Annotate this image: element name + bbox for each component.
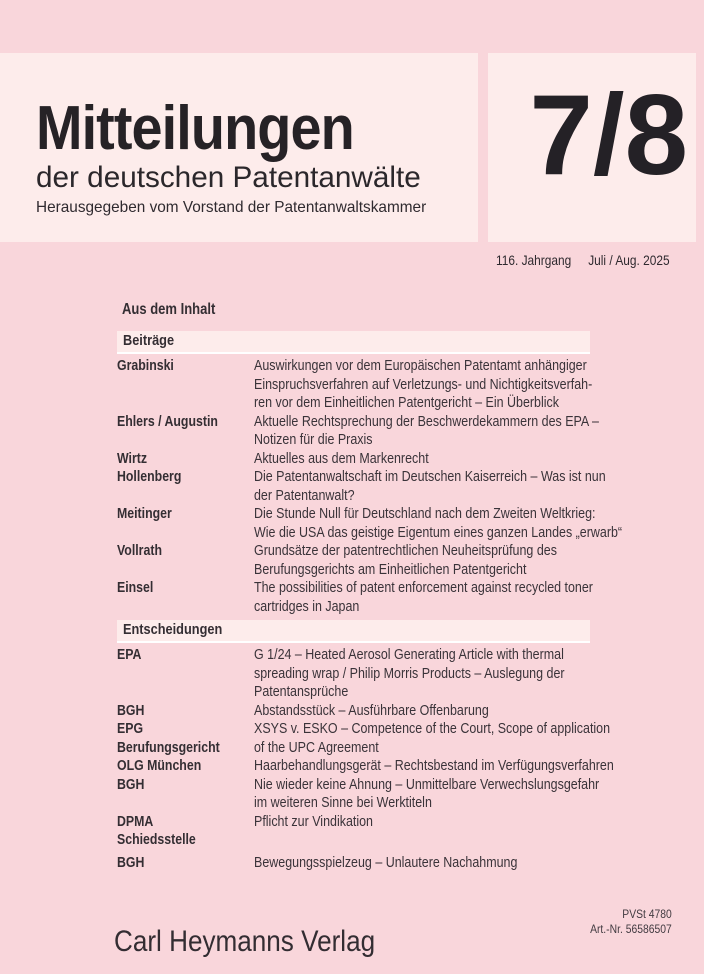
masthead-panel xyxy=(0,53,478,242)
section-title: Beiträge xyxy=(123,333,175,349)
toc-entry-text: Die Patentanwaltschaft im Deutschen Kaiserreich – Was ist nun der Patentanwalt? xyxy=(254,469,606,504)
toc-entry xyxy=(117,757,614,776)
table-of-contents xyxy=(117,300,623,872)
toc-entry-label: Hollenberg xyxy=(117,469,182,485)
toc-entry xyxy=(117,450,590,469)
toc-entry-text: Haarbehandlungsgerät – Rechtsbestand im Verfügungsverfahren xyxy=(254,758,614,774)
toc-entry-text: Abstandsstück – Ausführbare Offenbarung xyxy=(254,702,489,719)
footer-codes xyxy=(590,908,672,938)
issue-date: Juli / Aug. 2025 xyxy=(588,252,670,268)
toc-entry-label: Vollrath xyxy=(117,543,162,559)
toc-entry xyxy=(117,413,599,450)
journal-subtitle: der deutschen Patentanwälte xyxy=(36,161,421,194)
toc-entry-text: Aktuelles aus dem Markenrecht xyxy=(254,450,429,467)
toc-entry xyxy=(117,813,590,850)
toc-entry-label: BGH xyxy=(117,854,145,871)
toc-entries-beitraege xyxy=(117,357,623,616)
toc-entry-label: OLG München xyxy=(117,758,202,774)
toc-entry xyxy=(117,854,590,873)
toc-entry-label: Meitinger xyxy=(117,506,172,522)
toc-entry xyxy=(117,720,611,757)
toc-entry xyxy=(117,776,600,813)
toc-entry-label: EPA xyxy=(117,647,142,663)
issue-panel xyxy=(488,53,696,268)
toc-entry xyxy=(117,702,590,721)
toc-entry-text: Grundsätze der patentrechtlichen Neuheitsprüfung des Berufungsgerichts am Einheitlichen Patentgericht xyxy=(254,543,557,578)
toc-entry-label: BGH xyxy=(117,776,145,793)
article-number: Art.-Nr. 56586507 xyxy=(590,924,672,936)
toc-entry xyxy=(117,646,590,702)
toc-entry-label: Wirtz xyxy=(117,450,148,467)
section-header-beitraege xyxy=(117,331,590,354)
toc-entry-label: Grabinski xyxy=(117,358,174,374)
toc-entry-label: BGH xyxy=(117,702,145,719)
toc-entry-label: Ehlers / Augustin xyxy=(117,413,218,430)
journal-title: Mitteilungen xyxy=(36,94,354,163)
toc-entry-text: Auswirkungen vor dem Europäischen Patentamt anhängiger Einspruchsverfahren auf Verletzungs- und Nichtigkeitsverfah- ren vor dem Einheitlichen Patentgericht – Ein Überblick xyxy=(254,358,593,411)
publisher-line: Herausgegeben vom Vorstand der Patentanwaltskammer xyxy=(36,199,427,216)
issue-meta xyxy=(496,253,670,267)
issue-number: 7/8 xyxy=(529,72,688,199)
toc-heading: Aus dem Inhalt xyxy=(122,301,216,318)
toc-entry-label: Einsel xyxy=(117,580,154,596)
toc-entry-text: Die Stunde Null für Deutschland nach dem Zweiten Weltkrieg: Wie die USA das geistige Eigentum eines ganzen Landes „erwarb“ xyxy=(254,506,623,541)
toc-entry xyxy=(117,357,593,413)
toc-entry-text: Aktuelle Rechtsprechung der Beschwerdekammern des EPA – Notizen für die Praxis xyxy=(254,413,599,448)
toc-entry-label: DPMA Schiedsstelle xyxy=(117,813,196,848)
section-header-entscheidungen xyxy=(117,620,590,643)
toc-entry-label: EPG Berufungsgericht xyxy=(117,721,220,756)
toc-entries-entscheidungen xyxy=(117,646,614,872)
toc-entry xyxy=(117,505,623,542)
toc-entry-text: Nie wieder keine Ahnung – Unmittelbare Verwechslungsgefahr im weiteren Sinne bei Werktiteln xyxy=(254,776,600,811)
toc-entry xyxy=(117,468,606,505)
postal-code: PVSt 4780 xyxy=(622,909,672,921)
section-title: Entscheidungen xyxy=(123,622,223,638)
toc-entry-text: Bewegungsspielzeug – Unlautere Nachahmung xyxy=(254,854,518,871)
toc-entry-text: The possibilities of patent enforcement against recycled toner cartridges in Japan xyxy=(254,580,593,615)
toc-entry xyxy=(117,542,590,579)
toc-entry-text: XSYS v. ESKO – Competence of the Court, Scope of application of the UPC Agreement xyxy=(254,721,611,756)
publisher-imprint: Carl Heymanns Verlag xyxy=(114,925,376,958)
toc-entry-text: G 1/24 – Heated Aerosol Generating Article with thermal spreading wrap / Philip Morris Products – Auslegung der Patentansprüche xyxy=(254,647,565,700)
toc-entry-text: Pflicht zur Vindikation xyxy=(254,813,373,830)
toc-entry xyxy=(117,579,593,616)
volume-label: 116. Jahrgang xyxy=(496,252,572,268)
